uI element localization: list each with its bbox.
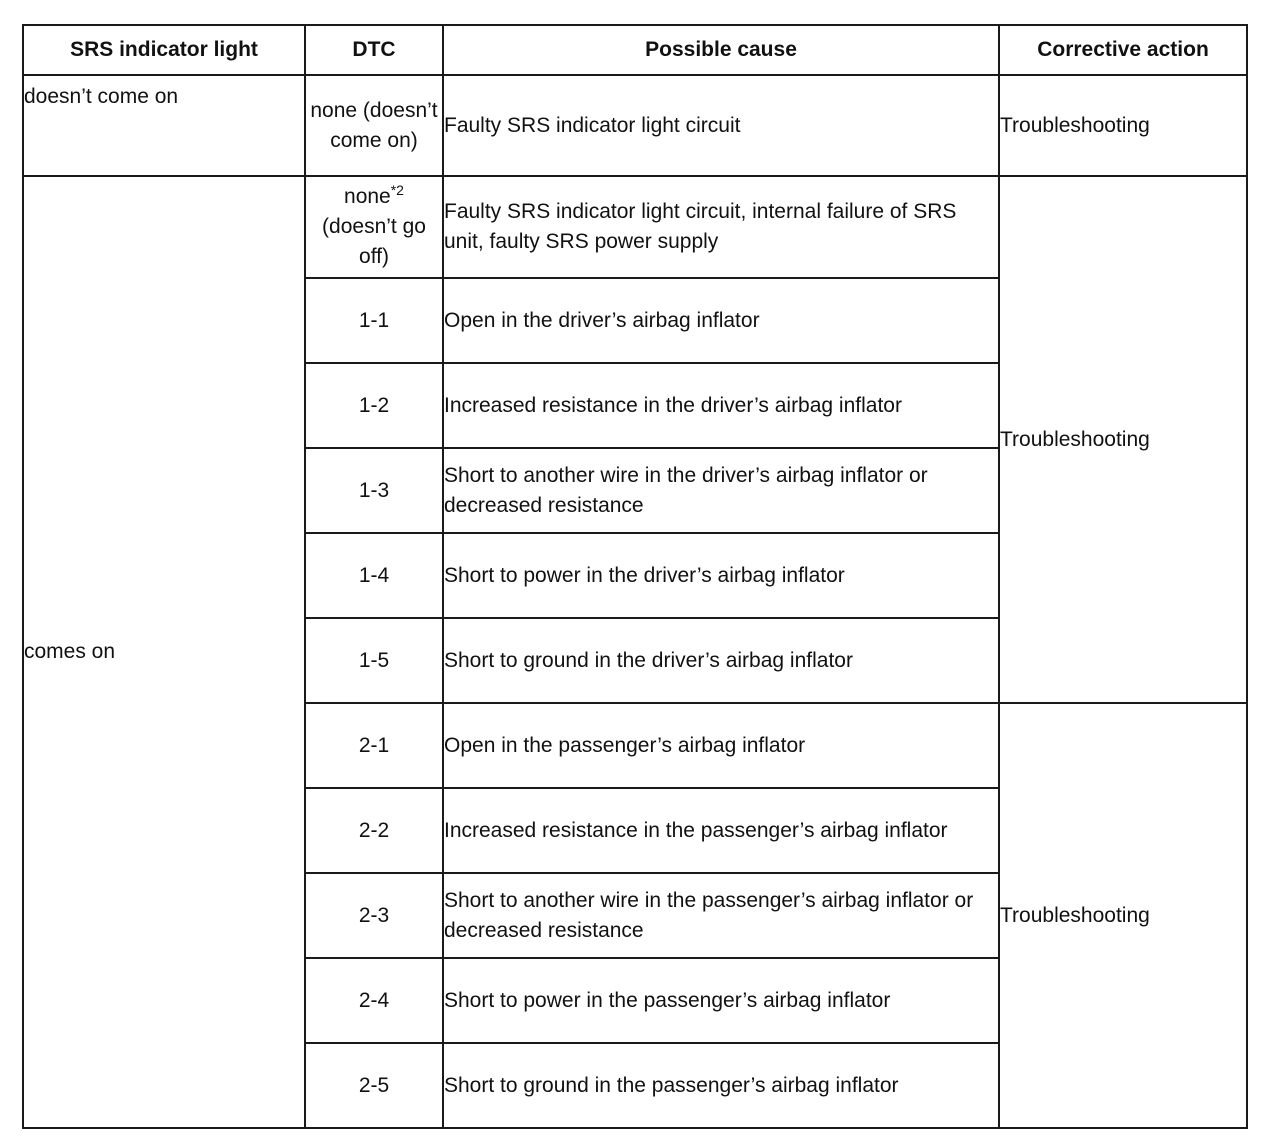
- dtc-none-label: none: [344, 185, 391, 208]
- cause-cell: Faulty SRS indicator light circuit: [443, 75, 999, 176]
- cause-cell: Short to ground in the passenger’s airbag inflator: [443, 1043, 999, 1128]
- srs-dtc-table: [22, 24, 1248, 1129]
- header-srs-indicator-light: SRS indicator light: [23, 25, 305, 75]
- header-dtc: DTC: [305, 25, 443, 75]
- dtc-cell: 1-2: [305, 363, 443, 448]
- dtc-cell: 1-4: [305, 533, 443, 618]
- corrective-action-cell: Troubleshooting: [999, 703, 1247, 1128]
- cause-cell: Short to another wire in the driver’s airbag inflator or decreased resistance: [443, 448, 999, 533]
- cause-cell: Short to power in the driver’s airbag inflator: [443, 533, 999, 618]
- header-possible-cause: Possible cause: [443, 25, 999, 75]
- corrective-action-cell: Troubleshooting: [999, 176, 1247, 703]
- header-corrective-action: Corrective action: [999, 25, 1247, 75]
- cause-cell: Open in the driver’s airbag inflator: [443, 278, 999, 363]
- cause-cell: Increased resistance in the driver’s airbag inflator: [443, 363, 999, 448]
- dtc-cell: none (doesn’t come on): [305, 75, 443, 176]
- table-row: [23, 75, 1247, 176]
- dtc-cell: 2-2: [305, 788, 443, 873]
- cause-cell: Short to power in the passenger’s airbag inflator: [443, 958, 999, 1043]
- footnote-marker: *2: [390, 182, 404, 198]
- cause-cell: Short to another wire in the passenger’s airbag inflator or decreased resistance: [443, 873, 999, 958]
- dtc-cell: 2-3: [305, 873, 443, 958]
- corrective-action-cell: Troubleshooting: [999, 75, 1247, 176]
- table-row: [23, 176, 1247, 278]
- dtc-cell: 2-4: [305, 958, 443, 1043]
- cause-cell: Increased resistance in the passenger’s airbag inflator: [443, 788, 999, 873]
- cause-cell: Short to ground in the driver’s airbag inflator: [443, 618, 999, 703]
- table-header-row: [23, 25, 1247, 75]
- cause-cell: Faulty SRS indicator light circuit, internal failure of SRS unit, faulty SRS power supply: [443, 176, 999, 278]
- light-state-doesnt-come-on: doesn’t come on: [23, 75, 305, 176]
- dtc-cell: 2-1: [305, 703, 443, 788]
- dtc-cell: 1-5: [305, 618, 443, 703]
- light-state-comes-on: comes on: [23, 176, 305, 1128]
- dtc-cell: 1-1: [305, 278, 443, 363]
- dtc-none-note: (doesn’t go off): [322, 215, 426, 268]
- dtc-cell: 1-3: [305, 448, 443, 533]
- dtc-cell: 2-5: [305, 1043, 443, 1128]
- cause-cell: Open in the passenger’s airbag inflator: [443, 703, 999, 788]
- dtc-cell: [305, 176, 443, 278]
- srs-dtc-document: [22, 24, 1248, 1129]
